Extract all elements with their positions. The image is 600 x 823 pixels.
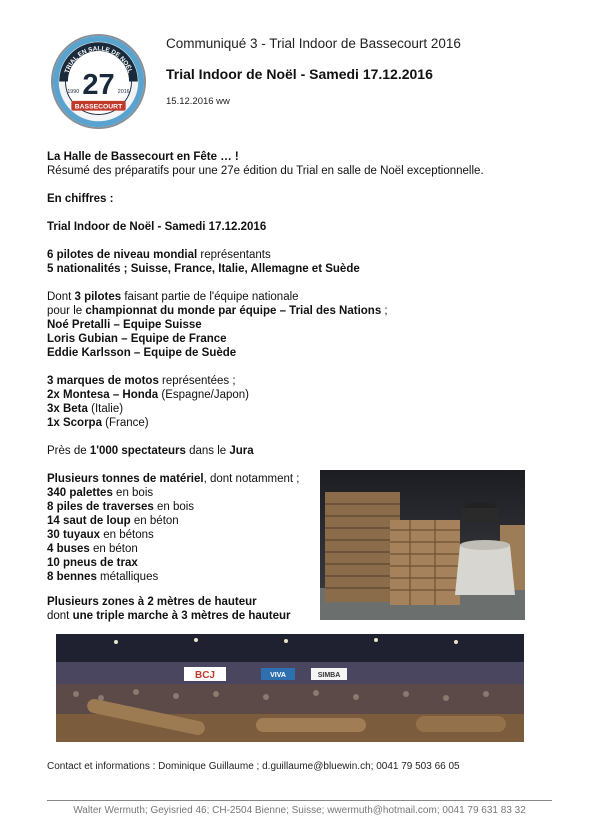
team-line-1: Dont 3 pilotes faisant partie de l'équipe nationale — [47, 291, 299, 303]
material-item: 8 bennes métalliques — [47, 571, 159, 583]
rider-1: Noé Pretalli – Equipe Suisse — [47, 319, 202, 331]
event-line: Trial Indoor de Noël - Samedi 17.12.2016 — [47, 221, 267, 233]
hall-panorama-photo — [56, 634, 524, 742]
document-title: Trial Indoor de Noël - Samedi 17.12.2016 — [166, 66, 433, 82]
intro-summary: Résumé des préparatifs pour une 27e édition du Trial en salle de Noël exceptionnelle. — [47, 165, 484, 177]
intro-headline: La Halle de Bassecourt en Fête … ! — [47, 151, 239, 163]
banner-bcj: BCJ — [194, 670, 216, 681]
brand-item: 3x Beta (Italie) — [47, 403, 124, 415]
logo-number: 27 — [82, 69, 115, 102]
material-item: 340 palettes en bois — [47, 487, 154, 499]
banner-viva: VIVA — [270, 672, 286, 679]
communique-heading: Communiqué 3 - Trial Indoor de Bassecourt 2016 — [166, 36, 461, 51]
banner-simba: SIMBA — [317, 672, 341, 679]
brand-item: 1x Scorpa (France) — [47, 417, 149, 429]
logo-bottom-text: BASSECOURT — [74, 103, 123, 111]
team-line-2: pour le championnat du monde par équipe – Trial des Nations ; — [47, 305, 388, 317]
material-line: Plusieurs tonnes de matériel, dont notamment ; — [47, 473, 300, 485]
material-item: 30 tuyaux en bétons — [47, 529, 154, 541]
footer-address: Walter Wermuth; Geyisried 46; CH-2504 Bienne; Suisse; wwermuth@hotmail.com; 0041 79 631 83 32 — [73, 805, 526, 816]
pilots-line: 6 pilotes de niveau mondial représentants — [47, 249, 271, 261]
logo-year-right: 2016 — [117, 89, 130, 96]
rider-2: Loris Gubian – Equipe de France — [47, 333, 227, 345]
nations-line: 5 nationalités ; Suisse, France, Italie, Allemagne et Suède — [47, 263, 360, 275]
chiffres-heading: En chiffres : — [47, 193, 114, 205]
logo-arc-text: TRIAL EN SALLE DE NOËL — [63, 45, 134, 75]
material-item: 14 saut de loup en béton — [47, 515, 179, 527]
zones-line-2: dont une triple marche à 3 mètres de hauteur — [47, 610, 291, 622]
footer-divider — [47, 800, 552, 801]
spectators-line: Près de 1'000 spectateurs dans le Jura — [47, 445, 254, 457]
logo-year-left: 1990 — [67, 89, 80, 96]
contact-line: Contact et informations : Dominique Guillaume ; d.guillaume@bluewin.ch; 0041 79 503 66 05 — [47, 761, 460, 772]
zones-line-1: Plusieurs zones à 2 mètres de hauteur — [47, 596, 257, 608]
event-logo — [50, 33, 147, 130]
material-item: 4 buses en béton — [47, 543, 138, 555]
material-item: 10 pneus de trax — [47, 557, 138, 569]
brands-line: 3 marques de motos représentées ; — [47, 375, 236, 387]
brand-item: 2x Montesa – Honda (Espagne/Japon) — [47, 389, 249, 401]
material-item: 8 piles de traverses en bois — [47, 501, 195, 513]
rider-3: Eddie Karlsson – Equipe de Suède — [47, 347, 237, 359]
document-date: 15.12.2016 ww — [166, 96, 230, 107]
pallets-photo — [320, 470, 525, 620]
